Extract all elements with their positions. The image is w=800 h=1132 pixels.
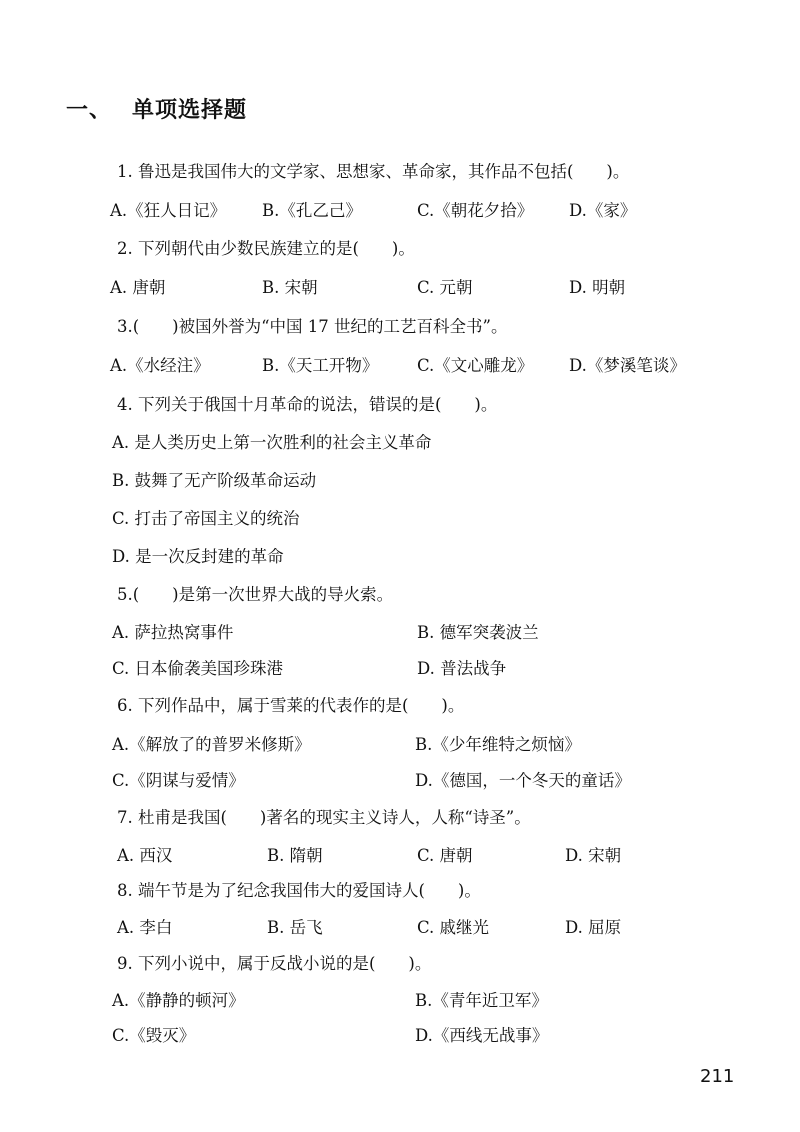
question-3-options	[110, 352, 710, 374]
option-b: B. 德军突袭波兰	[417, 623, 539, 642]
option-c: C.《阴谋与爱情》	[112, 771, 245, 790]
question-7-options	[117, 842, 677, 864]
question-2-stem: 2. 下列朝代由少数民族建立的是( )。	[117, 239, 415, 258]
option-a: A.《解放了的普罗米修斯》	[112, 735, 311, 754]
option-a: A. 李白	[117, 918, 173, 937]
option-b: B.《孔乙己》	[262, 201, 362, 220]
option-b: B. 隋朝	[267, 846, 323, 865]
question-5-options-row-1	[112, 619, 612, 641]
section-title: 单项选择题	[132, 98, 248, 123]
question-1-stem: 1. 鲁迅是我国伟大的文学家、思想家、革命家，其作品不包括( )。	[117, 162, 630, 181]
page-number: 211	[700, 1066, 735, 1087]
option-a: A. 西汉	[117, 846, 173, 865]
option-a: A.《水经注》	[110, 356, 210, 375]
option-d: D.《西线无战事》	[415, 1026, 549, 1045]
question-4-option-b: B. 鼓舞了无产阶级革命运动	[112, 471, 317, 490]
option-b: B. 宋朝	[262, 278, 318, 297]
question-2-options	[110, 274, 710, 296]
option-b: B.《天工开物》	[262, 356, 379, 375]
option-c: C. 戚继光	[417, 918, 490, 937]
option-d: D. 屈原	[565, 918, 622, 937]
option-d: D. 明朝	[569, 278, 626, 297]
question-8-options	[117, 914, 677, 936]
question-5-stem: 5.( )是第一次世界大战的导火索。	[117, 585, 394, 604]
question-6-options-row-2	[112, 767, 692, 789]
question-3-stem: 3.( )被国外誉为“中国 17 世纪的工艺百科全书”。	[117, 317, 508, 336]
question-9-options-row-1	[112, 987, 692, 1009]
question-4-stem: 4. 下列关于俄国十月革命的说法，错误的是( )。	[117, 395, 498, 414]
option-b: B.《少年维特之烦恼》	[415, 735, 581, 754]
section-heading	[66, 93, 247, 124]
option-b: B.《青年近卫军》	[415, 991, 548, 1010]
question-8-stem: 8. 端午节是为了纪念我国伟大的爱国诗人( )。	[117, 881, 481, 900]
option-d: D.《家》	[569, 201, 637, 220]
question-9-stem: 9. 下列小说中，属于反战小说的是( )。	[117, 954, 432, 973]
option-d: D.《梦溪笔谈》	[569, 356, 686, 375]
option-a: A. 唐朝	[110, 278, 166, 297]
option-d: D. 普法战争	[417, 659, 507, 678]
option-c: C.《朝花夕拾》	[417, 201, 534, 220]
question-4-option-a: A. 是人类历史上第一次胜利的社会主义革命	[112, 433, 432, 452]
option-c: C. 日本偷袭美国珍珠港	[112, 659, 284, 678]
option-a: A.《狂人日记》	[110, 201, 227, 220]
question-9-options-row-2	[112, 1022, 692, 1044]
question-5-options-row-2	[112, 655, 612, 677]
question-4-option-d: D. 是一次反封建的革命	[112, 547, 284, 566]
question-6-options-row-1	[112, 731, 692, 753]
option-d: D. 宋朝	[565, 846, 622, 865]
question-7-stem: 7. 杜甫是我国( )著名的现实主义诗人，人称“诗圣”。	[117, 808, 531, 827]
option-c: C. 唐朝	[417, 846, 473, 865]
option-a: A.《静静的顿河》	[112, 991, 245, 1010]
option-d: D.《德国，一个冬天的童话》	[415, 771, 631, 790]
option-a: A. 萨拉热窝事件	[112, 623, 234, 642]
option-c: C. 元朝	[417, 278, 473, 297]
question-6-stem: 6. 下列作品中，属于雪莱的代表作的是( )。	[117, 696, 465, 715]
question-4-option-c: C. 打击了帝国主义的统治	[112, 509, 300, 528]
section-number: 一、	[66, 98, 113, 123]
option-c: C.《毁灭》	[112, 1026, 196, 1045]
option-c: C.《文心雕龙》	[417, 356, 534, 375]
question-1-options	[110, 197, 710, 219]
option-b: B. 岳飞	[267, 918, 323, 937]
